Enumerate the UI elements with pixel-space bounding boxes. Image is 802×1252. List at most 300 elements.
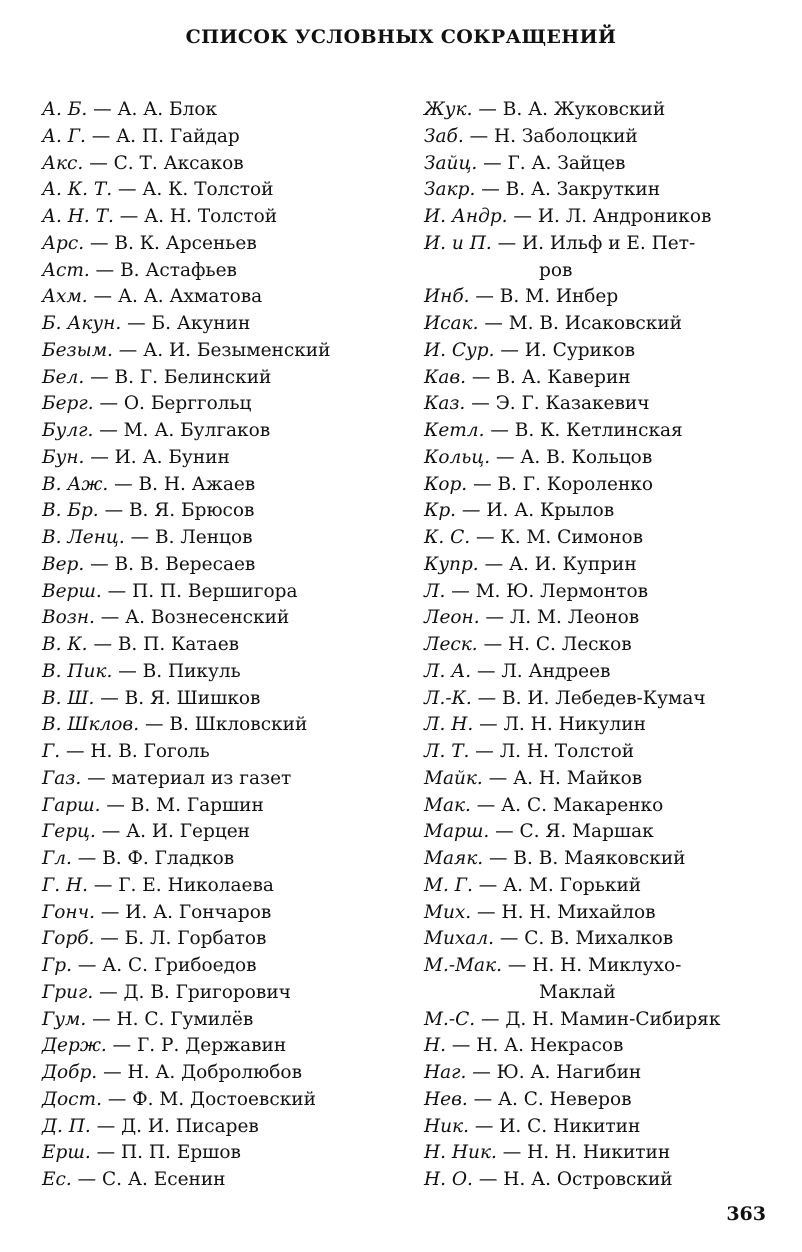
abbreviation: Григ. [42,981,94,1003]
abbreviation: Держ. [42,1035,107,1057]
dash-separator: — [71,1169,103,1190]
dash-separator: — [84,232,115,254]
dash-separator: — [85,125,117,147]
abbreviation-entry [424,846,784,873]
dash-separator: — [491,232,522,254]
abbreviation-entry [42,1114,414,1141]
dash-separator: — [466,366,497,388]
abbreviation: И. и П. [424,232,492,254]
author-name: В. Ленцов [154,527,253,548]
author-name: С. Т. Аксаков [113,152,244,174]
abbreviation-entry [42,525,414,552]
dash-separator: — [71,848,103,869]
dash-separator: — [471,660,502,682]
abbreviation: Ерш. [42,1142,91,1164]
abbreviation: Гр. [42,955,72,976]
abbreviation: Марш. [424,821,490,843]
dash-separator: — [112,179,143,201]
abbreviation-entry [424,525,784,552]
dash-separator: — [501,955,533,976]
abbreviation: А. Н. Т. [42,206,114,227]
author-name: Н. Н. Михайлов [501,901,656,923]
abbreviation: В. Бр. [42,500,99,522]
dash-separator: — [446,1035,477,1057]
abbreviation-entry [42,231,414,258]
author-name: С. Я. Маршак [519,821,654,843]
dash-separator: — [472,1169,504,1190]
abbreviation: Дост. [42,1088,102,1110]
author-name: К. М. Симонов [500,527,644,548]
abbreviation-entry [42,900,414,927]
dash-separator: — [467,1088,498,1110]
abbreviation-entry [424,873,784,900]
abbreviation: В. Аж. [42,473,109,495]
abbreviation: И. Андр. [424,206,508,227]
author-name: А. И. Герцен [126,821,250,843]
dash-separator: — [60,741,91,762]
dash-separator: — [470,794,502,816]
abbreviation: Герц. [42,821,96,843]
abbreviation: Н. Ник. [424,1142,497,1164]
abbreviation: Мак. [424,794,471,816]
abbreviation: В. Ш. [42,687,95,709]
dash-separator: — [445,580,476,602]
abbreviation: Л. [424,580,446,602]
abbreviation-entry [424,552,784,579]
author-name: В. Пикуль [142,660,241,682]
author-name: Э. Г. Казакевич [495,393,650,415]
abbreviation: Ахм. [42,286,88,308]
abbreviation: Леон. [424,607,480,629]
dash-separator: — [493,928,525,950]
author-name: В. К. Кетлинская [514,420,683,441]
abbreviation: Мих. [424,901,472,923]
abbreviation-entry [42,766,414,793]
abbreviation: Жук. [424,99,473,120]
dash-separator: — [471,901,502,923]
author-name: Н. А. Добролюбов [127,1062,302,1083]
dash-separator: — [489,821,520,843]
dash-separator: — [463,125,494,147]
abbreviation-entry [42,97,414,124]
author-name: М. В. Исаковский [508,313,683,334]
abbreviation: Майк. [424,767,483,789]
author-name: Н. Н. Никитин [527,1142,671,1164]
dash-separator: — [71,955,103,976]
dash-separator: — [475,1008,506,1030]
abbreviation: Кетл. [424,420,485,441]
abbreviation: А. Б. [42,99,88,120]
author-name: Б. Л. Горбатов [124,928,267,950]
author-name: В. А. Каверин [496,366,631,388]
abbreviation: Л. Т. [424,741,470,762]
abbreviation-entry [42,579,414,606]
dash-separator: — [94,607,126,629]
abbreviation-entry [424,1167,784,1194]
author-name: П. П. Вершигора [132,580,298,602]
dash-separator: — [479,607,510,629]
abbreviation-entry [424,151,784,178]
abbreviation-entry [424,1140,784,1167]
abbreviation-entry [424,739,784,766]
abbreviation-entry [42,926,414,953]
abbreviation: Горб. [42,928,95,950]
abbreviation-entry [42,846,414,873]
dash-separator: — [84,366,115,388]
abbreviation: Г. [42,741,61,762]
dash-separator: — [94,687,125,709]
abbreviation-entry [424,97,784,124]
author-name: Н. С. Лесков [507,634,632,655]
abbreviation-entry [42,793,414,820]
dash-separator: — [496,1142,528,1164]
abbreviation-entry [42,1033,414,1060]
abbreviation: Леск. [424,634,478,655]
abbreviation: Вер. [42,553,85,575]
dash-separator: — [87,286,118,308]
abbreviation: И. Сур. [424,339,495,361]
dash-separator: — [469,286,500,308]
abbreviation-entry [42,873,414,900]
abbreviation-entry [424,793,784,820]
abbreviation: А. К. Т. [42,179,113,201]
author-name: В. Астафьев [120,259,237,281]
dash-separator: — [113,206,145,227]
author-name: Д. Н. Мамин-Сибиряк [505,1008,721,1030]
abbreviation: Купр. [424,553,479,575]
abbreviation-entry [424,445,784,472]
abbreviation: Возн. [42,607,95,629]
abbreviation: Кр. [424,500,457,522]
author-name: И. А. Гончаров [125,901,272,923]
abbreviation: Маяк. [424,848,484,869]
abbreviation: Заб. [424,125,464,147]
page-number: 363 [726,1203,766,1225]
dash-separator: — [124,527,155,548]
abbreviation: В. К. [42,634,88,655]
abbreviation-entry [424,632,784,659]
abbreviation-entry [42,365,414,392]
dash-separator: — [90,1115,122,1137]
author-name: И. Суриков [524,339,636,361]
dash-separator: — [469,741,500,762]
author-name: В. А. Жуковский [502,99,666,120]
abbreviation-entry [42,552,414,579]
abbreviation: Каз. [424,393,466,415]
dash-separator: — [89,259,121,281]
author-name: А. М. Горький [503,874,642,896]
abbreviation: Исак. [424,313,479,334]
abbreviation-entry [424,1007,784,1034]
dash-separator: — [478,313,509,334]
author-name: А. П. Гайдар [116,125,240,147]
author-name: В. А. Закруткин [505,179,661,201]
dash-separator: — [86,1008,117,1030]
author-name: М. А. Булгаков [123,420,271,441]
author-name: В. Г. Короленко [497,473,653,495]
author-name: В. Я. Брюсов [128,500,255,522]
dash-separator: — [477,152,508,174]
author-name: В. Г. Белинский [114,366,272,388]
dash-separator: — [466,1062,497,1083]
abbreviation-entry [424,338,784,365]
author-name: А. И. Безыменский [143,339,331,361]
abbreviation-entry [42,418,414,445]
author-name: Г. А. Зайцев [507,152,626,174]
author-name: Ф. М. Достоевский [132,1088,316,1110]
author-name: В. Я. Шишков [124,687,261,709]
abbreviation-entry [424,311,784,338]
author-name: Н. А. Островский [503,1169,673,1190]
author-name: А. К. Толстой [142,179,274,201]
author-name: В. Н. Ажаев [138,473,256,495]
author-name: И. А. Бунин [114,446,230,468]
author-name: Л. Н. Никулин [503,714,646,736]
abbreviation: М. Г. [424,874,473,896]
abbreviation-entry [424,1087,784,1114]
abbreviation: М.-Мак. [424,955,502,976]
author-name: С. В. Михалков [524,928,674,950]
author-name: В. К. Арсеньев [114,232,257,254]
abbreviation: Булг. [42,420,94,441]
abbreviation: В. Ленц. [42,527,125,548]
author-name: Ю. А. Нагибин [496,1062,642,1083]
abbreviation-entry [424,579,784,606]
abbreviation-entry [42,498,414,525]
abbreviation: А. Г. [42,125,86,147]
abbreviation-entry [424,1033,784,1060]
abbreviation-entry [424,231,784,285]
author-name: В. М. Гаршин [130,794,264,816]
abbreviation: Закр. [424,179,476,201]
abbreviation: Кор. [424,473,468,495]
author-name: А. Н. Толстой [144,206,278,227]
abbreviation-entry [42,739,414,766]
author-name: Л. Андреев [501,660,611,682]
author-name: П. П. Ершов [121,1142,241,1164]
abbreviation-entry [424,284,784,311]
author-name: И. А. Крылов [486,500,615,522]
dash-separator: — [81,767,112,789]
abbreviation: Ник. [424,1115,469,1137]
abbreviation-entry [424,926,784,953]
abbreviation-entry [42,472,414,499]
dash-separator: — [101,1088,133,1110]
abbreviation-entry [42,980,414,1007]
dash-separator: — [507,206,538,227]
dash-separator: — [93,981,124,1003]
abbreviation: Безым. [42,339,113,361]
abbreviation-entry [424,953,784,1007]
abbreviation: Гарш. [42,794,101,816]
abbreviation: Зайц. [424,152,478,174]
author-name: И. С. Никитин [499,1115,641,1137]
abbreviation: Гум. [42,1008,87,1030]
abbreviation: В. Шклов. [42,714,140,736]
author-name: Г. Р. Державин [137,1035,287,1057]
abbreviation-entry [424,391,784,418]
abbreviation-entry [424,766,784,793]
dash-separator: — [484,420,515,441]
abbreviation: Берг. [42,393,94,415]
left-column [42,97,414,1194]
dash-separator: — [90,1142,122,1164]
abbreviation-entry [42,151,414,178]
dash-separator: — [472,99,503,120]
abbreviation: Наг. [424,1062,467,1083]
abbreviation: Бел. [42,366,85,388]
author-name: О. Берггольц [123,393,252,415]
abbreviation-entry [42,632,414,659]
abbreviation-entry [42,204,414,231]
abbreviation: В. Пик. [42,660,113,682]
author-name: А. С. Грибоедов [102,955,257,976]
author-name: И. Ильф и Е. Пет- [521,232,696,254]
abbreviation-entry [424,418,784,445]
dash-separator: — [456,500,487,522]
abbreviation: Г. Н. [42,874,89,896]
author-name: материал из газет [111,767,292,789]
abbreviation: Н. [424,1035,447,1057]
dash-separator: — [108,473,139,495]
author-name: Н. В. Гоголь [90,741,210,762]
abbreviation: Инб. [424,286,470,308]
abbreviation-entry [42,1140,414,1167]
dash-separator: — [87,634,118,655]
abbreviation: Л. А. [424,660,472,682]
abbreviation-entry [424,472,784,499]
abbreviation: М.-С. [424,1008,476,1030]
abbreviation-entry [424,900,784,927]
abbreviation-entry [42,338,414,365]
author-name: А. В. Кольцов [520,446,653,468]
abbreviation-entry [42,1007,414,1034]
dash-separator: — [477,634,508,655]
author-name: Д. В. Григорович [123,981,291,1003]
abbreviation-entry [42,284,414,311]
author-name: М. Ю. Лермонтов [475,580,649,602]
dash-separator: — [483,848,514,869]
abbreviation: Михал. [424,928,494,950]
abbreviation: Ес. [42,1169,72,1190]
dash-separator: — [94,928,125,950]
abbreviation-entry [42,819,414,846]
dash-separator: — [98,500,129,522]
abbreviation: Аст. [42,259,90,281]
dash-separator: — [112,339,144,361]
abbreviation: Арс. [42,232,85,254]
dash-separator: — [121,313,152,334]
dash-separator: — [93,420,124,441]
author-name: Б. Акунин [151,313,251,334]
abbreviation-entry [42,686,414,713]
dash-separator: — [471,687,503,709]
abbreviation-entry [42,1060,414,1087]
author-name: Г. Е. Николаева [118,874,274,896]
author-name: А. А. Блок [117,99,218,120]
dash-separator: — [88,874,119,896]
author-name-continuation: ров [539,259,573,281]
dash-separator: — [100,794,131,816]
abbreviation-entry [42,124,414,151]
dash-separator: — [473,714,504,736]
author-name: А. А. Ахматова [117,286,263,308]
author-name: Д. И. Писарев [121,1115,259,1137]
dash-separator: — [482,767,514,789]
abbreviation-entry [42,177,414,204]
author-name: А. С. Неверов [498,1088,632,1110]
author-name: В. И. Лебедев-Кумач [502,687,706,709]
dash-separator: — [465,393,496,415]
abbreviation: Гонч. [42,901,95,923]
abbreviation-entry [424,659,784,686]
dash-separator: — [467,473,498,495]
abbreviation: Акс. [42,152,84,174]
dash-separator: — [93,393,124,415]
author-name: Н. Н. Миклухо- [532,955,682,976]
abbreviation-entry [424,365,784,392]
abbreviation-entry [424,819,784,846]
dash-separator: — [106,1035,138,1057]
dash-separator: — [475,179,506,201]
dash-separator: — [494,339,525,361]
author-name: А. Н. Майков [513,767,643,789]
dash-separator: — [490,446,521,468]
abbreviation-entry [424,177,784,204]
abbreviation-entry [42,391,414,418]
dash-separator: — [470,527,501,548]
author-name: А. С. Макаренко [501,794,664,816]
abbreviation-entry [42,712,414,739]
abbreviation-entry [42,1167,414,1194]
dash-separator: — [83,152,114,174]
abbreviation: Н. О. [424,1169,473,1190]
author-name: В. М. Инбер [499,286,619,308]
right-column [424,97,784,1194]
abbreviation-entry [42,1087,414,1114]
abbreviation-entry [42,953,414,980]
author-name: А. И. Куприн [508,553,637,575]
author-name: Л. М. Леонов [509,607,640,629]
abbreviation: Гл. [42,848,72,869]
author-name: В. Шкловский [169,714,308,736]
author-name: В. П. Катаев [117,634,240,655]
abbreviation: Б. Акун. [42,313,122,334]
abbreviation-entry [424,605,784,632]
abbreviation-entry [42,258,414,285]
author-name: Н. С. Гумилёв [116,1008,254,1030]
dash-separator: — [472,874,504,896]
abbreviation: Нев. [424,1088,468,1110]
author-name: Н. А. Некрасов [476,1035,624,1057]
author-name: В. В. Вересаев [114,553,256,575]
abbreviation-entry [424,1114,784,1141]
dash-separator: — [95,821,127,843]
author-name: В. В. Маяковский [513,848,686,869]
author-name: С. А. Есенин [102,1169,226,1190]
author-name-continuation: Маклай [539,981,616,1003]
author-name: В. Ф. Гладков [102,848,235,869]
author-name: Н. Заболоцкий [494,125,638,147]
dash-separator: — [94,901,126,923]
abbreviation-entry [42,445,414,472]
abbreviation: Кав. [424,366,466,388]
abbreviation: Кольц. [424,446,491,468]
abbreviation-entry [424,686,784,713]
abbreviation-entry [424,712,784,739]
abbreviation-entry [42,605,414,632]
page-title: СПИСОК УСЛОВНЫХ СОКРАЩЕНИЙ [185,26,617,48]
